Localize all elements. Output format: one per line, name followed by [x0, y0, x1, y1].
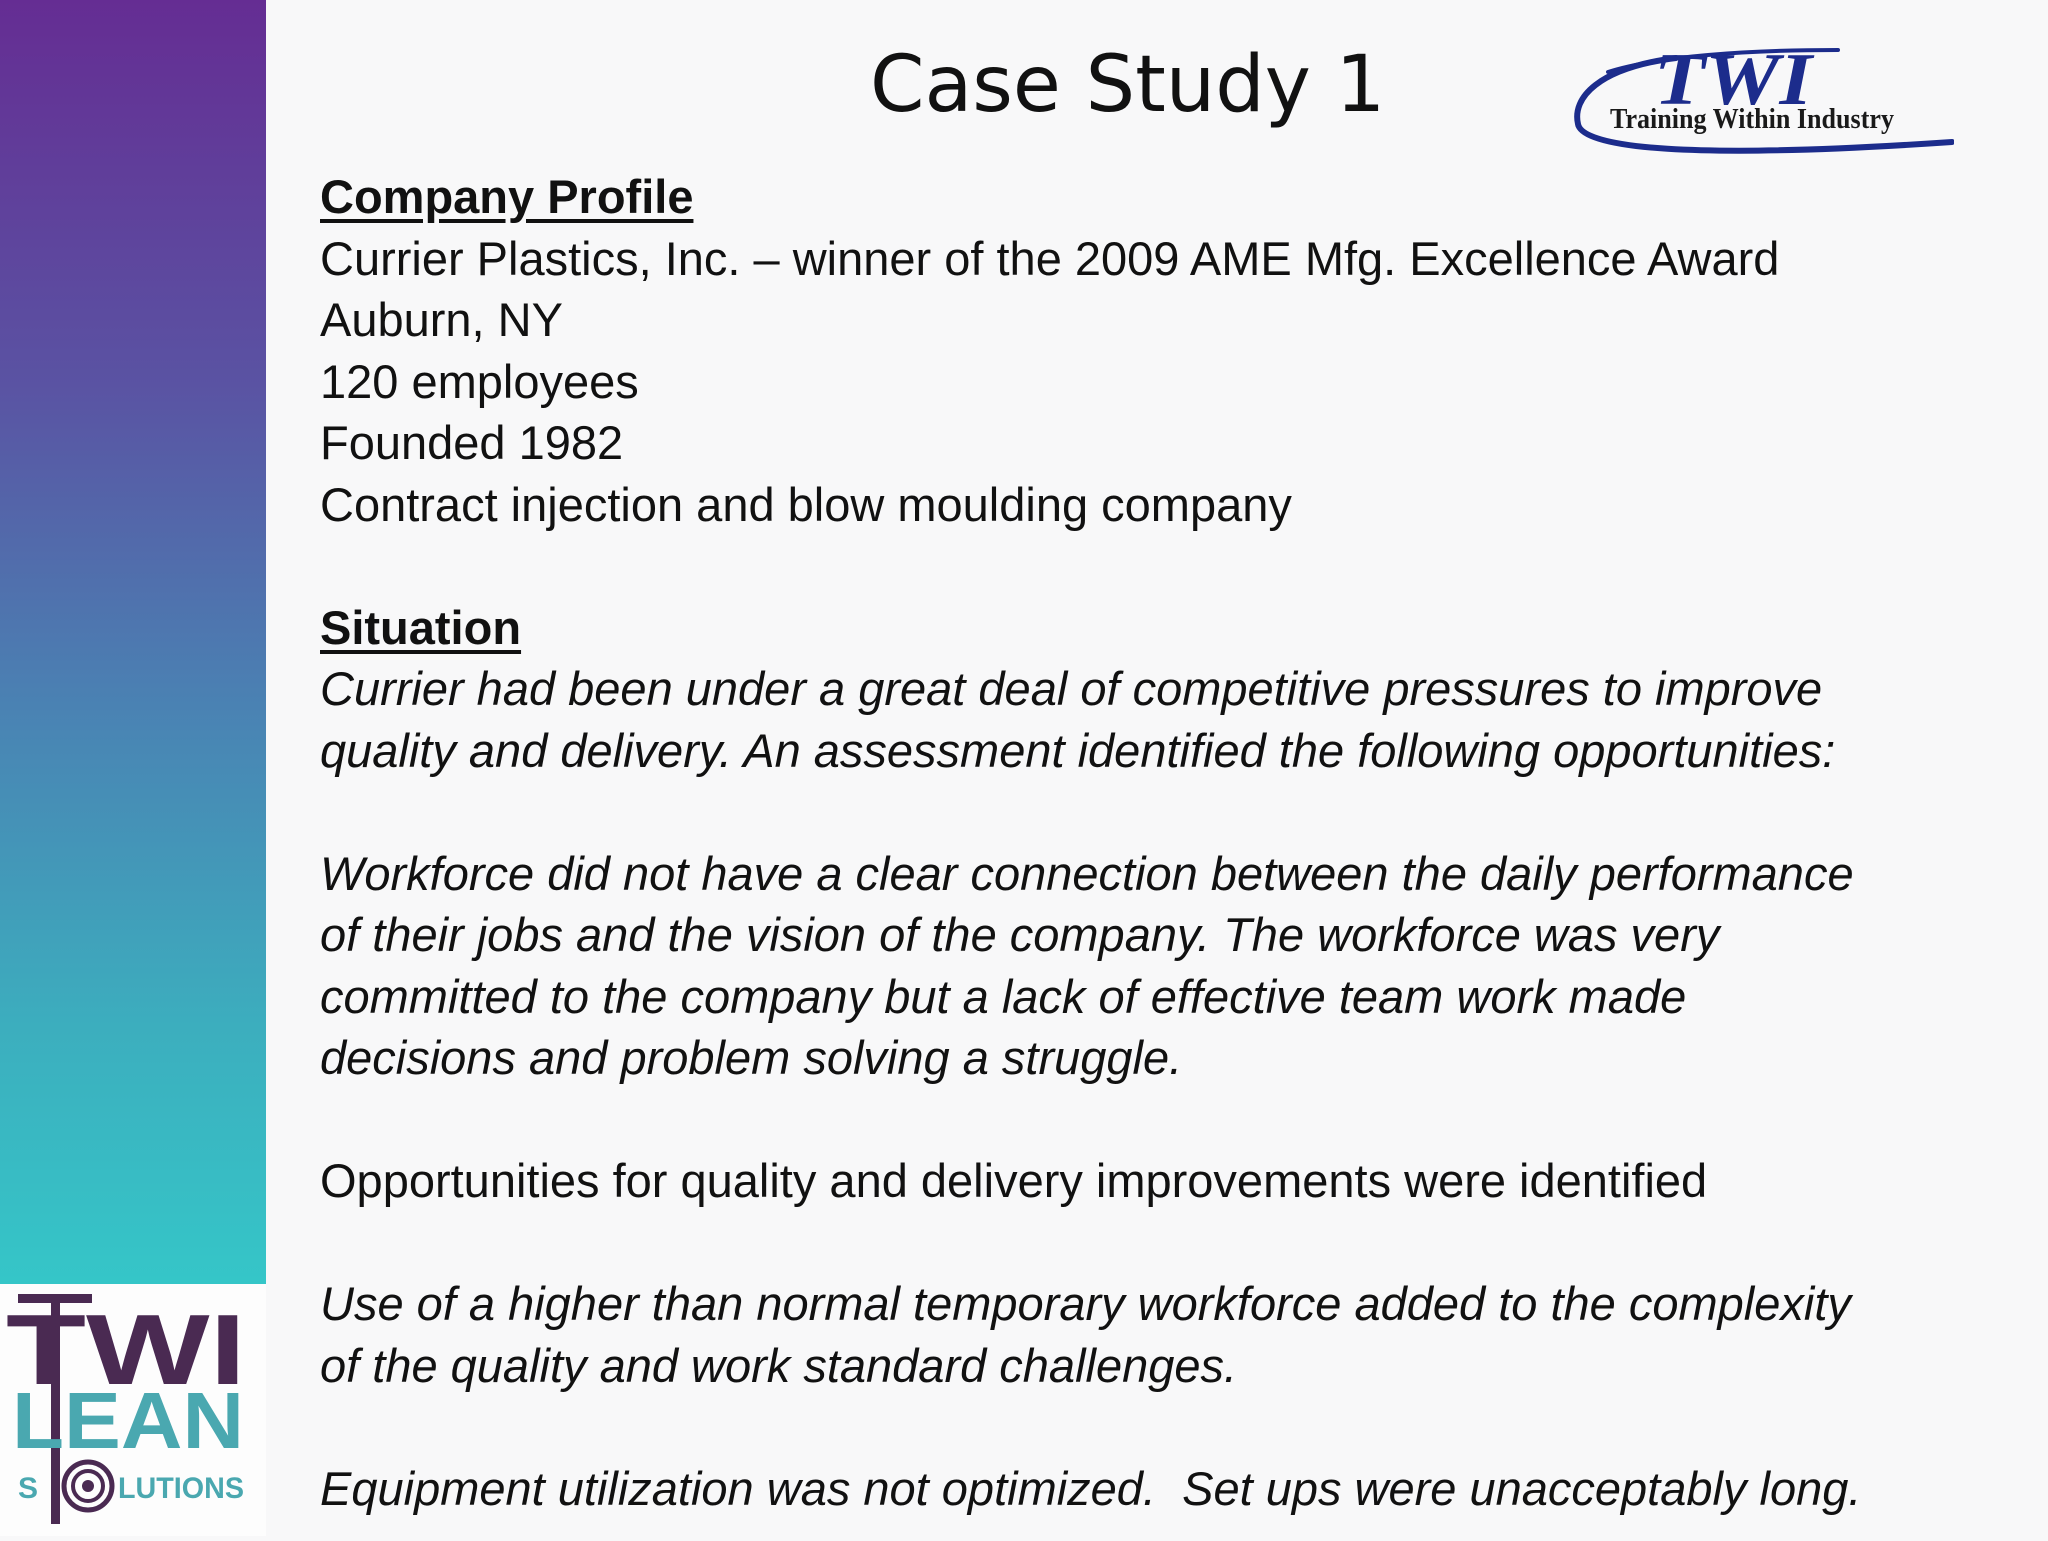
company-profile-heading: Company Profile — [320, 170, 694, 223]
situation-paragraph-line: Opportunities for quality and delivery improvements were identified — [320, 1154, 1708, 1207]
twi-logo-mark: TWI — [1654, 39, 1815, 121]
situation-paragraph-line: decisions and problem solving a struggle. — [320, 1031, 1183, 1084]
profile-line: Currier Plastics, Inc. – winner of the 2009 AME Mfg. Excellence Award — [320, 231, 1780, 285]
slide-title: Case Study 1 — [870, 40, 1386, 130]
situation-heading: Situation — [320, 600, 522, 654]
side-logo-twi-text: TWI — [6, 1294, 247, 1406]
situation-paragraph-line: of the quality and work standard challenges. — [320, 1338, 1238, 1392]
twi-logo-tagline: Training Within Industry — [1610, 104, 1894, 135]
situation-paragraph-line: of their jobs and the vision of the company. The workforce was very — [320, 908, 1720, 961]
situation-paragraph-line: quality and delivery. An assessment identified the following opportunities: — [320, 723, 1836, 777]
slide-body — [320, 166, 2020, 1519]
situation-paragraph-line: Workforce did not have a clear connection between the daily performance — [320, 846, 1854, 900]
svg-text:LUTIONS: LUTIONS — [118, 1472, 244, 1505]
situation-paragraph-line: Use of a higher than normal temporary workforce added to the complexity — [320, 1277, 1851, 1330]
situation-paragraph-line: Currier had been under a great deal of competitive pressures to improve — [320, 662, 1823, 715]
situation-paragraph-line: committed to the company but a lack of effective team work made — [320, 969, 1687, 1023]
twi-training-within-industry-logo — [1568, 36, 1954, 166]
svg-text:S: S — [18, 1472, 39, 1505]
situation-paragraph-line: Equipment utilization was not optimized. Set ups were unacceptably long. — [320, 1461, 1862, 1515]
sidebar-gradient-bar — [0, 0, 266, 1284]
profile-line: Contract injection and blow moulding company — [320, 477, 1292, 531]
profile-line: 120 employees — [320, 354, 639, 408]
profile-line: Founded 1982 — [320, 416, 624, 469]
twi-lean-solutions-logo — [0, 1284, 266, 1536]
side-logo-lean-text: LEAN — [12, 1376, 244, 1465]
profile-line: Auburn, NY — [320, 293, 563, 346]
